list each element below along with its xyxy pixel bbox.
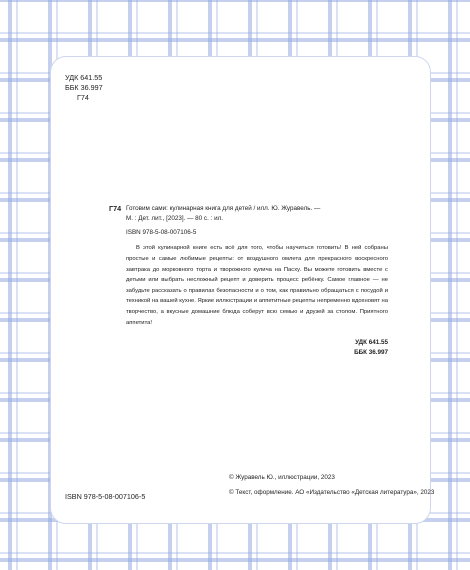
entry-bbk: ББК 36.997 (354, 349, 388, 357)
annotation-line: — не забудьте рассказать о правилах безопасности и о том, как (126, 277, 388, 294)
udk-code: УДК 641.55 (65, 73, 103, 82)
copyright-text: © Текст, оформление. АО «Издательство «Детская литература», 2023 (229, 488, 435, 496)
classification-codes (65, 73, 103, 103)
page-card (50, 56, 435, 524)
annotation-line: выбрать несложный рецепт и доверить процесс ребёнку. Самое главное (161, 277, 373, 284)
entry-author-mark: Г74 (109, 204, 122, 213)
entry-codes (126, 338, 388, 358)
entry-udk: УДК 641.55 (355, 339, 388, 347)
bib-title-line: Готовим сами: кулинарная книга для детей / илл. Ю. Журавель. — (126, 205, 321, 212)
annotation-line: В ней собраны простые и самые любимые рецепты: от воздушного (126, 245, 388, 262)
annotation-line: иллюстрации и аппетитные рецепты непременно вдохновят на творчество, (126, 298, 388, 315)
bibliographic-description (126, 204, 388, 224)
author-mark: Г74 (77, 93, 89, 102)
annotation-line: омлета для прекрасного воскресного завтрака до морковного торта (126, 256, 388, 273)
annotation-line: и творожного кулича на Пасху. Вы можете готовить вместе с детьми или (126, 266, 388, 284)
annotation-line: правильно обращаться с посудой и техникой на вашей кухне. Яркие (126, 287, 388, 305)
annotation-line: а вкусные домашние блюда соберут всю семью и друзей за (160, 308, 336, 315)
entry-isbn: ISBN 978-5-08-007106-5 (126, 229, 197, 237)
annotation (126, 243, 388, 328)
copyright-block (229, 471, 434, 500)
bottom-isbn: ISBN 978-5-08-007106-5 (65, 492, 146, 501)
annotation-line: В этой кулинарной книге есть всё для того, чтобы научиться готовить! (136, 245, 345, 252)
annotation-line: столом. Приятного аппетита! (126, 308, 388, 326)
bibliographic-entry (109, 204, 388, 358)
bib-publisher-line: М. : Дет. лит., [2023]. — 80 с. : ил. (126, 215, 224, 223)
copyright-illustrations: © Журавель Ю., иллюстрации, 2023 (229, 474, 335, 481)
bbk-code: ББК 36.997 (65, 83, 103, 92)
